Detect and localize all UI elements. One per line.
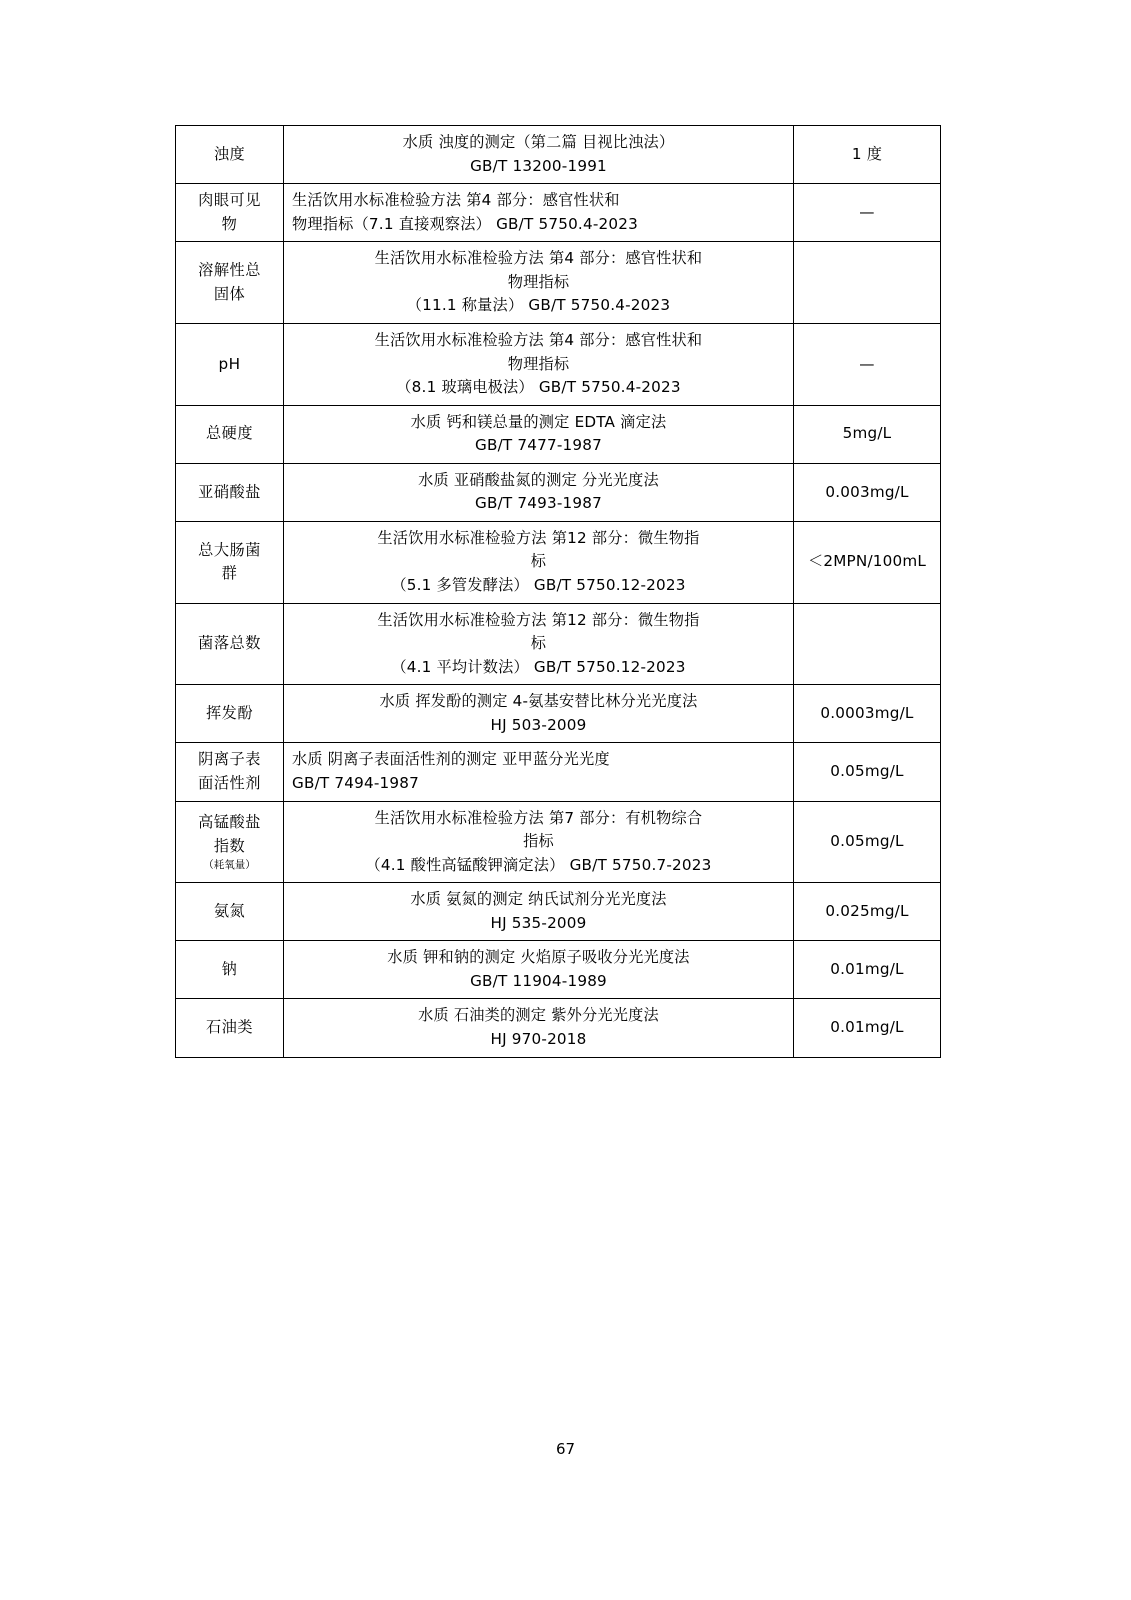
method-line: 水质 阴离子表面活性剂的测定 亚甲蓝分光光度 <box>292 750 610 769</box>
table-row <box>176 603 941 685</box>
item-line: 浊度 <box>213 144 246 163</box>
method-line: 指标 <box>523 832 554 851</box>
cell-item-name <box>176 685 284 743</box>
cell-detection-limit: 0.025mg/L <box>794 883 941 941</box>
table-row <box>176 941 941 999</box>
table-row <box>176 743 941 801</box>
item-line: 钠 <box>221 960 238 979</box>
item-line: pH <box>218 354 241 373</box>
water-quality-test-table <box>175 125 940 1058</box>
cell-method <box>284 323 794 405</box>
method-line: HJ 535-2009 <box>490 913 587 932</box>
method-line: GB/T 7477-1987 <box>475 436 602 455</box>
method-line: GB/T 7493-1987 <box>475 494 602 513</box>
table-body <box>176 126 941 1058</box>
method-line: 生活饮用水标准检验方法 第4 部分：感官性状和 <box>292 191 620 210</box>
item-line: 肉眼可见 <box>198 191 261 210</box>
method-line: 生活饮用水标准检验方法 第7 部分：有机物综合 <box>374 808 703 827</box>
cell-item-name <box>176 941 284 999</box>
cell-detection-limit: 0.01mg/L <box>794 999 941 1057</box>
item-line: 总硬度 <box>205 424 254 443</box>
cell-detection-limit: — <box>794 323 941 405</box>
item-line: 溶解性总 <box>198 261 261 280</box>
table-row <box>176 184 941 242</box>
table-row <box>176 126 941 184</box>
cell-method <box>284 685 794 743</box>
method-line: HJ 503-2009 <box>490 715 587 734</box>
item-line: 氨氮 <box>213 901 246 920</box>
cell-detection-limit: 1 度 <box>794 126 941 184</box>
method-line: 生活饮用水标准检验方法 第4 部分：感官性状和 <box>374 330 703 349</box>
cell-method <box>284 242 794 324</box>
table-row <box>176 883 941 941</box>
cell-item-name <box>176 242 284 324</box>
cell-method <box>284 184 794 242</box>
cell-item-name <box>176 323 284 405</box>
cell-item-name <box>176 463 284 521</box>
item-line: 亚硝酸盐 <box>198 482 261 501</box>
cell-method <box>284 603 794 685</box>
method-line: 物理指标 <box>507 354 570 373</box>
item-line: 挥发酚 <box>205 704 254 723</box>
method-line: 标 <box>530 634 547 653</box>
item-line: 群 <box>221 564 238 583</box>
table-row <box>176 323 941 405</box>
item-line: 面活性剂 <box>198 773 261 792</box>
method-line: （5.1 多管发酵法） GB/T 5750.12-2023 <box>391 576 686 594</box>
method-line: HJ 970-2018 <box>490 1030 587 1048</box>
item-line: 指数 <box>213 837 246 856</box>
table-row <box>176 999 941 1057</box>
cell-item-name <box>176 521 284 603</box>
cell-method <box>284 743 794 801</box>
method-line: （11.1 称量法） GB/T 5750.4-2023 <box>406 296 671 315</box>
table <box>175 125 941 1058</box>
cell-detection-limit: — <box>794 184 941 242</box>
cell-method <box>284 521 794 603</box>
method-line: GB/T 11904-1989 <box>470 971 607 990</box>
method-line: 生活饮用水标准检验方法 第4 部分：感官性状和 <box>374 249 703 268</box>
cell-method <box>284 941 794 999</box>
method-line: 标 <box>530 552 547 571</box>
cell-detection-limit <box>794 603 941 685</box>
table-row <box>176 463 941 521</box>
cell-detection-limit: 0.05mg/L <box>794 801 941 883</box>
method-line: 物理指标（7.1 直接观察法） GB/T 5750.4-2023 <box>292 214 638 233</box>
method-line: 物理指标 <box>507 272 570 291</box>
item-line: 高锰酸盐 <box>198 813 261 832</box>
cell-method <box>284 405 794 463</box>
item-line: 菌落总数 <box>198 634 261 653</box>
cell-detection-limit: 0.05mg/L <box>794 743 941 801</box>
item-line: 石油类 <box>205 1018 254 1037</box>
cell-method <box>284 463 794 521</box>
cell-detection-limit: 0.003mg/L <box>794 463 941 521</box>
method-line: （4.1 平均计数法） GB/T 5750.12-2023 <box>391 657 686 676</box>
method-line: GB/T 7494-1987 <box>292 773 419 792</box>
table-row <box>176 405 941 463</box>
item-line: 固体 <box>213 284 246 303</box>
method-line: 水质 浊度的测定（第二篇 目视比浊法） <box>402 133 675 151</box>
method-line: （8.1 玻璃电极法） GB/T 5750.4-2023 <box>396 378 681 397</box>
method-line: 水质 氨氮的测定 纳氏试剂分光光度法 <box>410 890 667 909</box>
cell-method <box>284 126 794 184</box>
cell-item-name <box>176 883 284 941</box>
item-line: 物 <box>221 214 238 233</box>
cell-detection-limit: ＜2MPN/100mL <box>794 521 941 603</box>
cell-method <box>284 801 794 883</box>
table-row <box>176 242 941 324</box>
cell-item-name <box>176 126 284 184</box>
cell-item-name <box>176 405 284 463</box>
cell-item-name <box>176 603 284 685</box>
page-number: 67 <box>555 1440 576 1458</box>
table-row <box>176 685 941 743</box>
item-note: （耗氧量） <box>203 858 256 871</box>
cell-detection-limit <box>794 242 941 324</box>
method-line: GB/T 13200-1991 <box>470 156 607 175</box>
item-line: 阴离子表 <box>198 750 261 769</box>
cell-item-name <box>176 999 284 1057</box>
cell-detection-limit: 0.0003mg/L <box>794 685 941 743</box>
cell-method <box>284 999 794 1057</box>
method-line: 生活饮用水标准检验方法 第12 部分：微生物指 <box>377 610 700 629</box>
method-line: 水质 钾和钠的测定 火焰原子吸收分光光度法 <box>387 948 690 967</box>
cell-item-name <box>176 184 284 242</box>
cell-item-name <box>176 743 284 801</box>
cell-detection-limit: 5mg/L <box>794 405 941 463</box>
cell-detection-limit: 0.01mg/L <box>794 941 941 999</box>
table-row <box>176 801 941 883</box>
method-line: 生活饮用水标准检验方法 第12 部分：微生物指 <box>377 528 700 547</box>
cell-method <box>284 883 794 941</box>
method-line: （4.1 酸性高锰酸钾滴定法） GB/T 5750.7-2023 <box>365 855 712 874</box>
table-row <box>176 521 941 603</box>
method-line: 水质 亚硝酸盐氮的测定 分光光度法 <box>418 470 659 489</box>
method-line: 水质 石油类的测定 紫外分光光度法 <box>418 1006 659 1025</box>
cell-item-name <box>176 801 284 883</box>
method-line: 水质 挥发酚的测定 4-氨基安替比林分光光度法 <box>379 692 698 711</box>
method-line: 水质 钙和镁总量的测定 EDTA 滴定法 <box>410 412 667 431</box>
item-line: 总大肠菌 <box>198 540 261 559</box>
